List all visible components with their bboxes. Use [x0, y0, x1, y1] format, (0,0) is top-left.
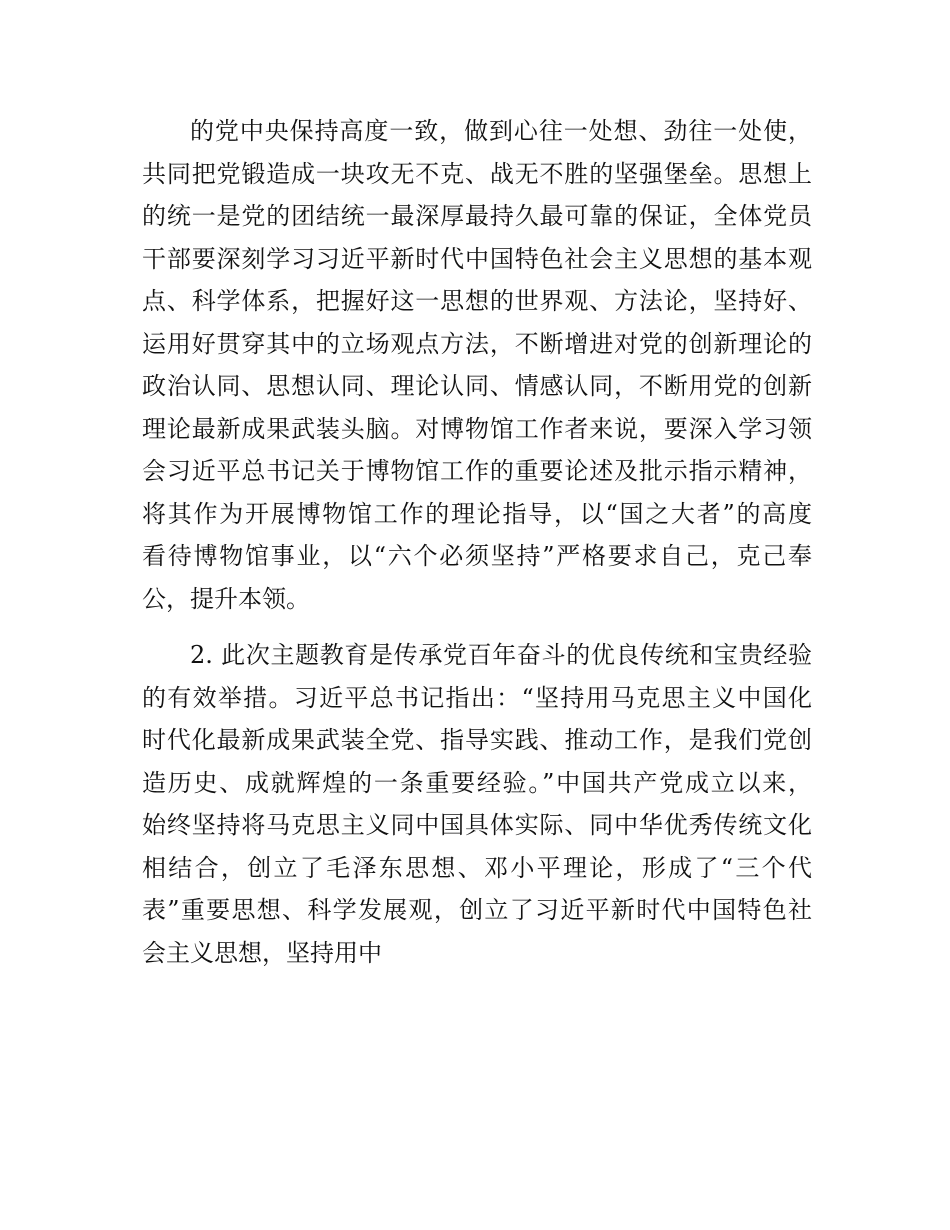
- text-line: 始终坚持将马克思主义同中国具体实际、同中华优秀传统文化: [142, 811, 812, 839]
- text-line: 看待博物馆事业，以“六个必须坚持”严格要求自己，克己奉: [142, 542, 812, 570]
- text-line: 表”重要思想、科学发展观，创立了习近平新时代中国特色社: [142, 896, 812, 924]
- text-line: 2. 此次主题教育是传承党百年奋斗的优良传统和宝贵经验: [190, 641, 812, 669]
- text-line: 干部要深刻学习习近平新时代中国特色社会主义思想的基本观: [142, 244, 812, 273]
- text-line: 会主义思想，坚持用中: [142, 938, 382, 967]
- paragraph-1: [142, 110, 812, 620]
- text-line: 将其作为开展博物馆工作的理论指导，以“国之大者”的高度: [142, 499, 812, 528]
- text-line: 时代化最新成果武装全党、指导实践、推动工作，是我们党创: [142, 726, 812, 754]
- text-line: 相结合，创立了毛泽东思想、邓小平理论，形成了“三个代: [142, 853, 812, 882]
- text-line: 公，提升本领。: [142, 584, 310, 613]
- text-line: 造历史、成就辉煌的一条重要经验。”中国共产党成立以来，: [142, 768, 812, 797]
- document-body: [142, 110, 812, 974]
- text-line: 的统一是党的团结统一最深厚最持久最可靠的保证，全体党员: [142, 202, 812, 230]
- text-line: 点、科学体系，把握好这一思想的世界观、方法论，坚持好、: [142, 287, 812, 315]
- text-line: 运用好贯穿其中的立场观点方法，不断增进对党的创新理论的: [142, 329, 812, 358]
- text-line: 的有效举措。习近平总书记指出：“坚持用马克思主义中国化: [142, 683, 812, 712]
- paragraph-spacer: [142, 620, 812, 634]
- text-line: 会习近平总书记关于博物馆工作的重要论述及批示指示精神，: [142, 457, 812, 485]
- paragraph-2: [142, 634, 812, 974]
- text-line: 的党中央保持高度一致，做到心往一处想、劲往一处使，: [190, 117, 812, 145]
- text-line: 政治认同、思想认同、理论认同、情感认同，不断用党的创新: [142, 372, 812, 400]
- text-line: 共同把党锻造成一块攻无不克、战无不胜的坚强堡垒。思想上: [142, 159, 812, 188]
- text-line: 理论最新成果武装头脑。对博物馆工作者来说，要深入学习领: [142, 414, 812, 443]
